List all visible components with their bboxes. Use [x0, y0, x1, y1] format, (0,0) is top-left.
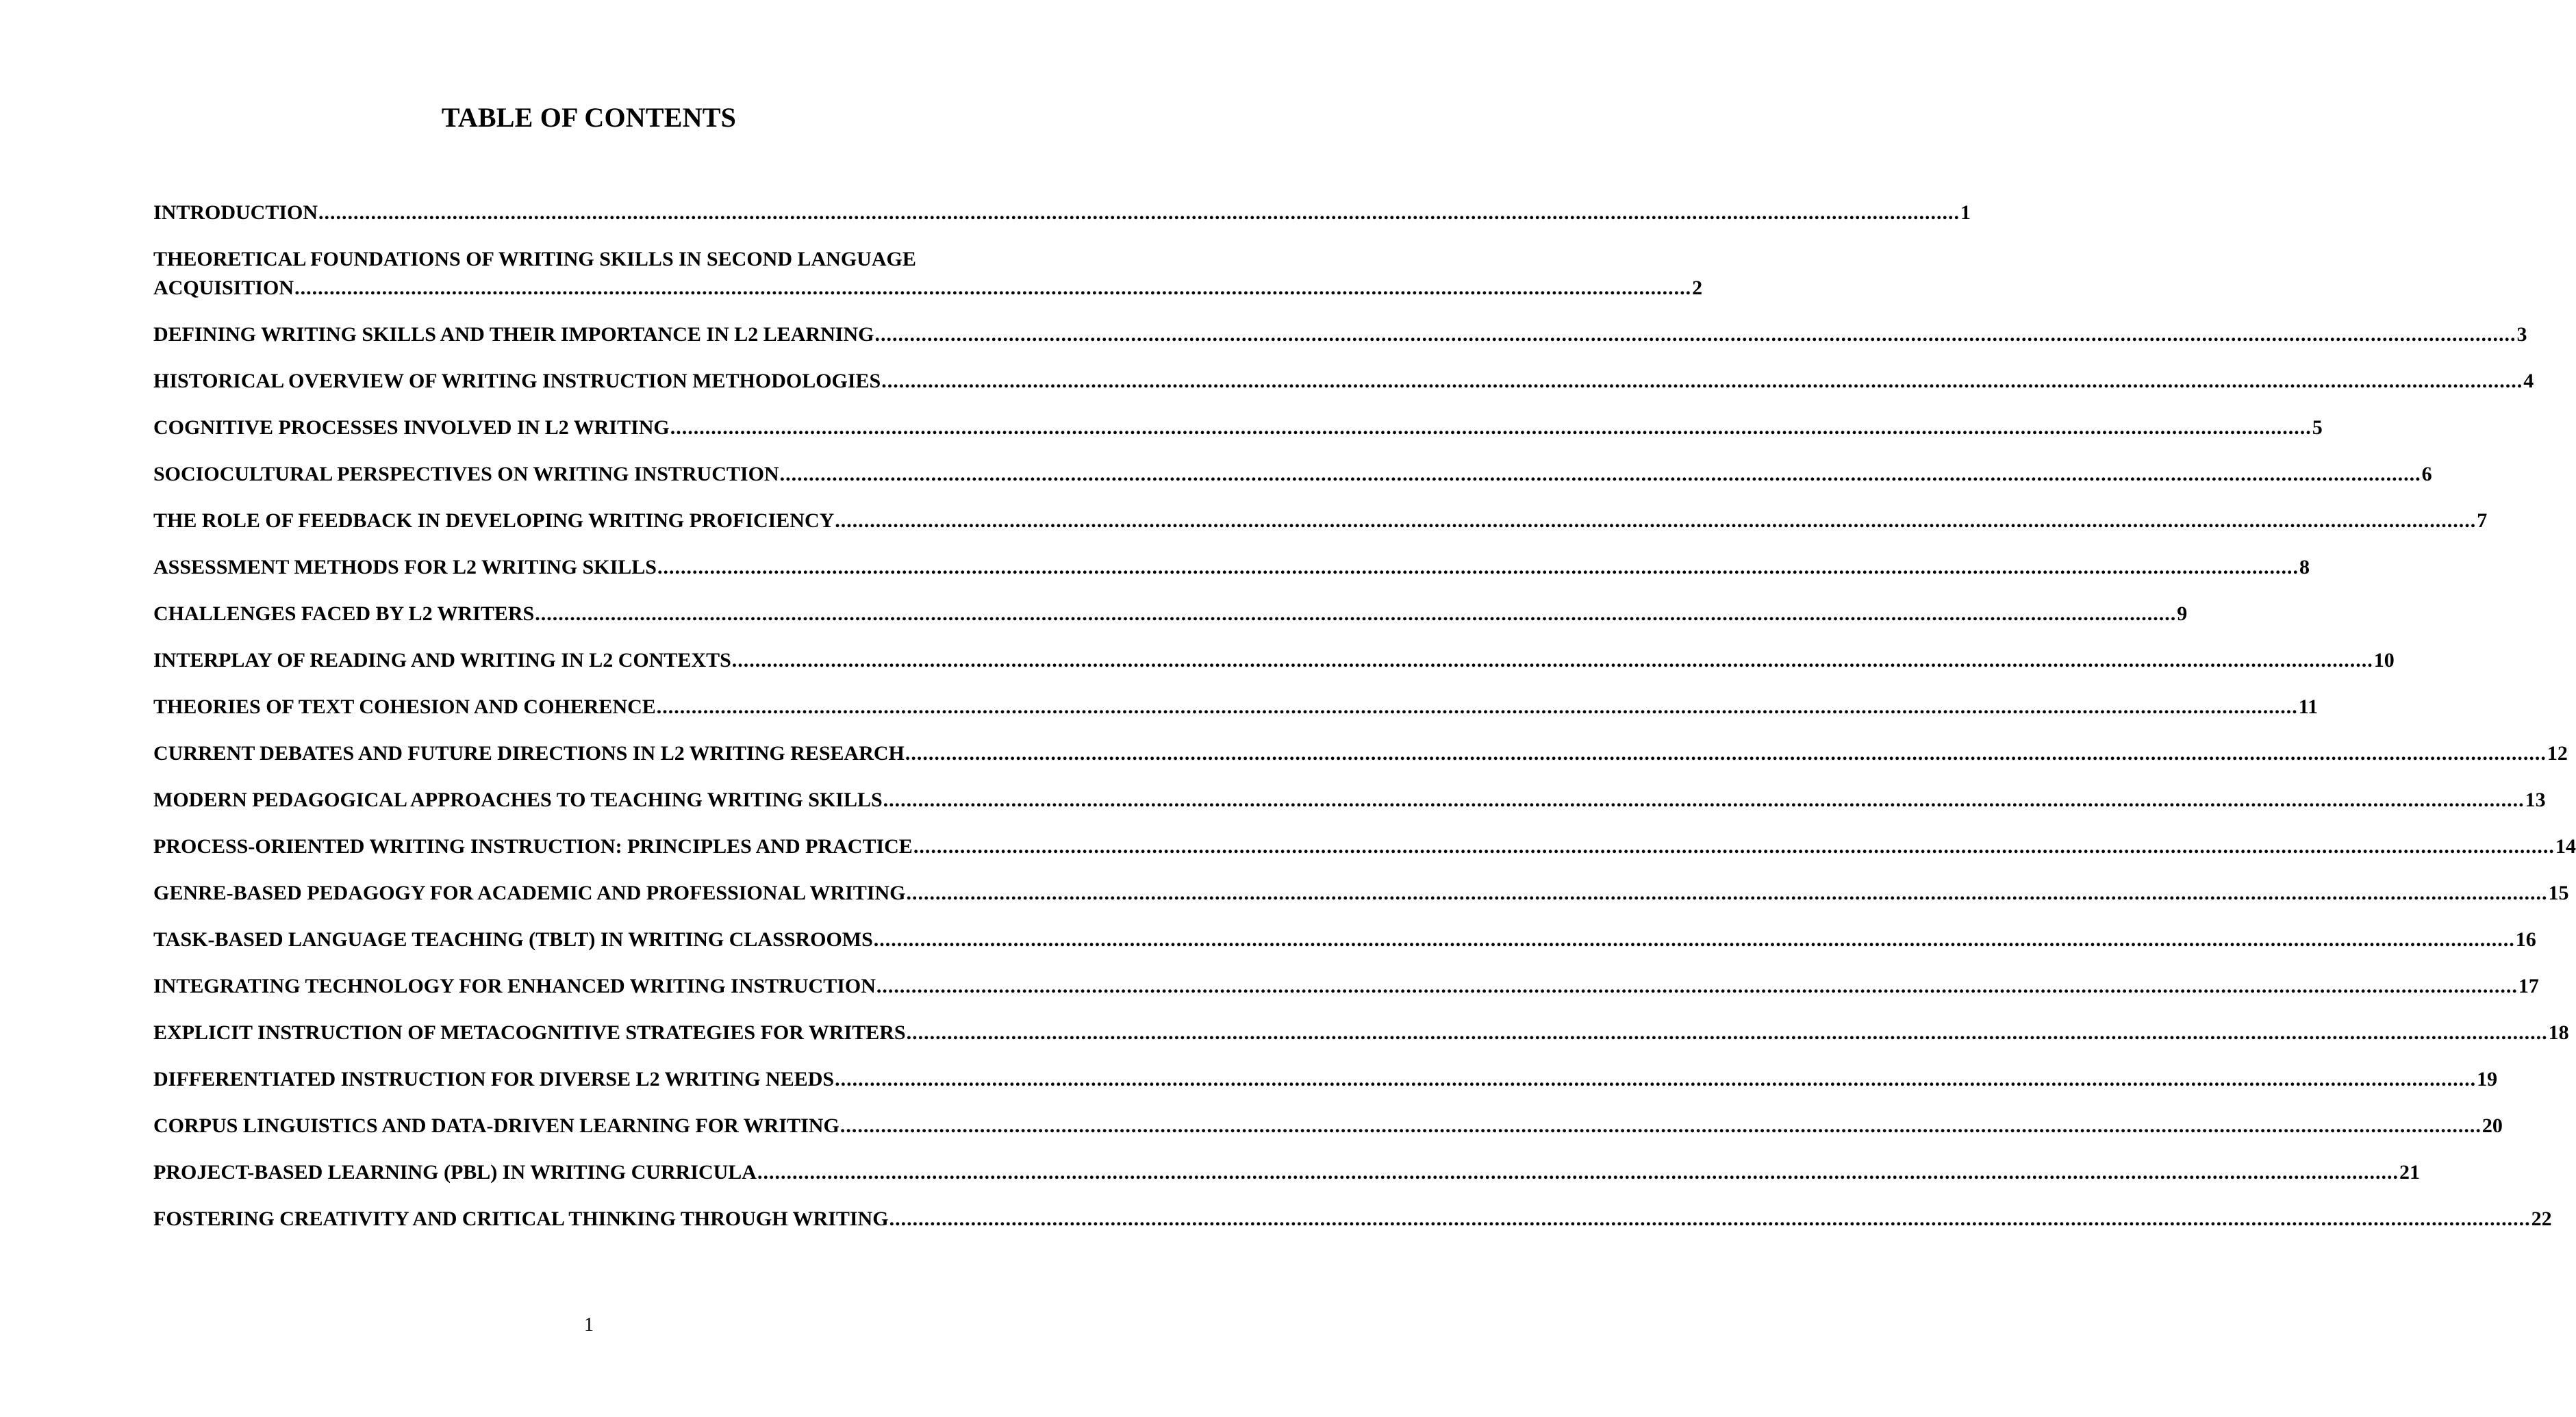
toc-entry-label: DIFFERENTIATED INSTRUCTION FOR DIVERSE L2 WRITING NEEDS	[153, 1068, 835, 1090]
page-title: TABLE OF CONTENTS	[441, 102, 737, 133]
toc-entry-text-cohesion[interactable]	[153, 693, 2319, 722]
toc-page-number: 12	[2547, 742, 2568, 765]
toc-page-number: 14	[2555, 835, 2576, 858]
toc-page-number: 21	[2399, 1161, 2420, 1184]
toc-entry-process-oriented[interactable]	[153, 832, 2576, 861]
toc-page-number: 9	[2177, 602, 2188, 625]
toc-entry-introduction[interactable]	[153, 199, 1971, 227]
dot-leader	[757, 1158, 2399, 1187]
dot-leader	[318, 199, 1960, 227]
toc-entry-label: EXPLICIT INSTRUCTION OF METACOGNITIVE STRATEGIES FOR WRITERS	[153, 1021, 906, 1044]
toc-entry-corpus-linguistics[interactable]	[153, 1112, 2503, 1140]
dot-leader	[906, 879, 2547, 908]
dot-leader	[657, 693, 2298, 722]
dot-leader	[874, 320, 2516, 349]
toc-entry-theoretical-foundations[interactable]	[153, 245, 1703, 303]
toc-entry-differentiated-instruction[interactable]	[153, 1065, 2498, 1094]
toc-page-number: 7	[2477, 509, 2488, 532]
toc-entry-challenges[interactable]	[153, 600, 2188, 628]
dot-leader	[780, 460, 2421, 489]
dot-leader	[913, 832, 2555, 861]
toc-entry-current-debates[interactable]	[153, 739, 2568, 768]
toc-entry-label: INTRODUCTION	[153, 201, 318, 224]
dot-leader	[670, 413, 2312, 442]
toc-entry-label: THE ROLE OF FEEDBACK IN DEVELOPING WRITING PROFICIENCY	[153, 509, 835, 532]
toc-entry-label: PROCESS-ORIENTED WRITING INSTRUCTION: PRINCIPLES AND PRACTICE	[153, 835, 913, 858]
dot-leader	[889, 1205, 2531, 1234]
toc-entry-label: TASK-BASED LANGUAGE TEACHING (TBLT) IN WRITING CLASSROOMS	[153, 928, 873, 951]
toc-entry-label: THEORIES OF TEXT COHESION AND COHERENCE	[153, 695, 656, 718]
dot-leader	[905, 739, 2547, 768]
toc-entry-label: COGNITIVE PROCESSES INVOLVED IN L2 WRITING	[153, 416, 670, 439]
toc-entry-label: CURRENT DEBATES AND FUTURE DIRECTIONS IN L2 WRITING RESEARCH	[153, 742, 905, 765]
dot-leader	[840, 1112, 2482, 1140]
dot-leader	[657, 553, 2299, 582]
toc-entry-label: PROJECT-BASED LEARNING (PBL) IN WRITING CURRICULA	[153, 1161, 757, 1184]
toc-entry-label-continued: ACQUISITION	[153, 277, 294, 299]
toc-page-number: 19	[2477, 1068, 2498, 1090]
toc-page-number: 16	[2515, 928, 2536, 951]
dot-leader	[835, 1065, 2476, 1094]
toc-entry-assessment-methods[interactable]	[153, 553, 2310, 582]
toc-page-number: 18	[2548, 1021, 2569, 1044]
toc-page-number: 13	[2525, 789, 2546, 811]
toc-entry-label: CHALLENGES FACED BY L2 WRITERS	[153, 602, 535, 625]
dot-leader	[876, 972, 2518, 1001]
dot-leader	[883, 786, 2525, 815]
dot-leader	[535, 600, 2176, 628]
toc-entry-modern-pedagogical-approaches[interactable]	[153, 786, 2546, 815]
toc-entry-defining-writing-skills[interactable]	[153, 320, 2527, 349]
toc-entry-fostering-creativity[interactable]	[153, 1205, 2552, 1234]
page-number-footer: 1	[584, 1314, 594, 1336]
toc-entry-label: GENRE-BASED PEDAGOGY FOR ACADEMIC AND PROFESSIONAL WRITING	[153, 882, 906, 904]
toc-page-number: 4	[2523, 370, 2534, 392]
toc-entry-integrating-technology[interactable]	[153, 972, 2539, 1001]
toc-page-number: 3	[2516, 323, 2527, 346]
toc-page-number: 5	[2312, 416, 2323, 439]
toc-entry-label: INTERPLAY OF READING AND WRITING IN L2 CONTEXTS	[153, 649, 731, 672]
toc-entry-label: ASSESSMENT METHODS FOR L2 WRITING SKILLS	[153, 556, 657, 578]
toc-page-number: 17	[2518, 975, 2539, 997]
toc-page-number: 2	[1692, 277, 1703, 299]
toc-entry-label: DEFINING WRITING SKILLS AND THEIR IMPORTANCE IN L2 LEARNING	[153, 323, 874, 346]
toc-entry-label: CORPUS LINGUISTICS AND DATA-DRIVEN LEARNING FOR WRITING	[153, 1114, 839, 1137]
toc-entry-project-based-learning[interactable]	[153, 1158, 2420, 1187]
toc-page-number: 8	[2299, 556, 2310, 578]
toc-entry-label: FOSTERING CREATIVITY AND CRITICAL THINKING THROUGH WRITING	[153, 1208, 889, 1230]
dot-leader	[874, 925, 2515, 954]
toc-page-number: 11	[2298, 695, 2319, 718]
toc-page-number: 10	[2373, 649, 2395, 672]
toc-page-number: 20	[2482, 1114, 2503, 1137]
toc-page-number: 15	[2548, 882, 2569, 904]
table-of-contents	[153, 199, 2576, 1251]
toc-entry-genre-based-pedagogy[interactable]	[153, 879, 2569, 908]
dot-leader	[732, 646, 2373, 675]
toc-entry-label: THEORETICAL FOUNDATIONS OF WRITING SKILLS IN SECOND LANGUAGE	[153, 248, 916, 270]
toc-entry-sociocultural-perspectives[interactable]	[153, 460, 2432, 489]
toc-entry-role-of-feedback[interactable]	[153, 507, 2488, 535]
toc-entry-interplay-reading-writing[interactable]	[153, 646, 2395, 675]
toc-entry-historical-overview[interactable]	[153, 367, 2534, 396]
toc-page-number: 1	[1960, 201, 1971, 224]
dot-leader	[835, 507, 2476, 535]
toc-entry-label: INTEGRATING TECHNOLOGY FOR ENHANCED WRITING INSTRUCTION	[153, 975, 876, 997]
dot-leader	[881, 367, 2523, 396]
toc-entry-label: HISTORICAL OVERVIEW OF WRITING INSTRUCTION METHODOLOGIES	[153, 370, 881, 392]
toc-entry-cognitive-processes[interactable]	[153, 413, 2323, 442]
dot-leader	[907, 1019, 2548, 1047]
toc-entry-label: MODERN PEDAGOGICAL APPROACHES TO TEACHING WRITING SKILLS	[153, 789, 883, 811]
toc-entry-metacognitive-strategies[interactable]	[153, 1019, 2569, 1047]
toc-page-number: 6	[2421, 463, 2432, 485]
toc-entry-task-based-teaching[interactable]	[153, 925, 2536, 954]
dot-leader: ................................................................................................................................................................................................................................................	[294, 277, 1692, 299]
toc-page-number: 22	[2531, 1208, 2552, 1230]
toc-entry-label: SOCIOCULTURAL PERSPECTIVES ON WRITING INSTRUCTION	[153, 463, 779, 485]
